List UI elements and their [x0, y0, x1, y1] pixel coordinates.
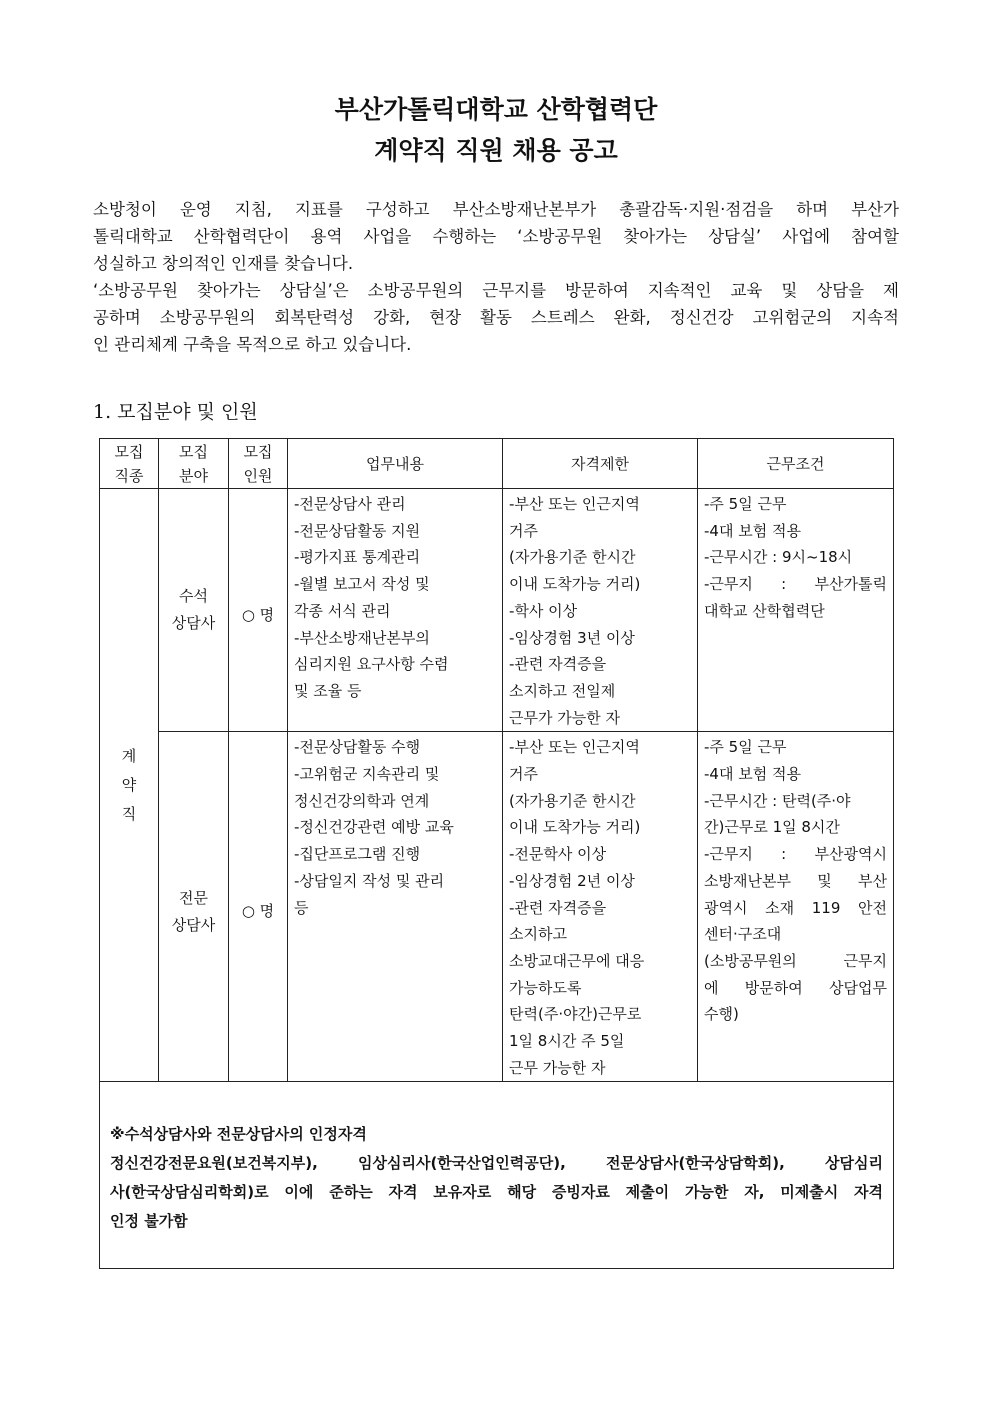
- header-count: 모집 인원: [229, 439, 288, 489]
- duties-cell: -전문상담사 관리 -전문상담활동 지원 -평가지표 통계관리 -월별 보고서 작성 및 각종 서식 관리 -부산소방재난본부의 심리지원 요구사항 수렴 및 조율 등: [288, 489, 503, 732]
- header-duties: 업무내용: [288, 439, 503, 489]
- count-cell: ○ 명: [229, 732, 288, 1082]
- section-heading: 1. 모집분야 및 인원: [93, 401, 258, 423]
- conditions-cell: -주 5일 근무 -4대 보험 적용 -근무시간 : 9시~18시 -근무지 : 부산가톨릭 대학교 산학협력단: [698, 489, 894, 732]
- table-note-row: [100, 1082, 894, 1269]
- intro-line-4: ‘소방공무원 찾아가는 상담실’은 소방공무원의 근무지를 방문하여 지속적인 교육 및 상담을 제: [93, 281, 899, 300]
- duties-cell: -전문상담활동 수행 -고위험군 지속관리 및 정신건강의학과 연계 -정신건강관련 예방 교육 -집단프로그램 진행 -상담일지 작성 및 관리 등: [288, 732, 503, 1082]
- note-title: ※수석상담사와 전문상담사의 인정자격: [110, 1125, 367, 1144]
- header-qualifications: 자격제한: [503, 439, 698, 489]
- conditions-cell: -주 5일 근무 -4대 보험 적용 -근무시간 : 탄력(주·야 간)근무로 1일 8시간 -근무지 : 부산광역시 소방재난본부 및 부산 광역시 소재 119 안전 센터·구조대 (소방공무원의 근무지 에 방문하여 상담업무 수행): [698, 732, 894, 1082]
- table-row: [100, 732, 894, 1082]
- page-title-line2: 계약직 직원 채용 공고: [374, 136, 618, 165]
- intro-line-2: 톨릭대학교 산학협력단이 용역 사업을 수행하는 ‘소방공무원 찾아가는 상담실’ 사업에 참여할: [93, 227, 899, 246]
- qualifications-cell: -부산 또는 인근지역 거주 (자가용기준 한시간 이내 도착가능 거리) -학사 이상 -임상경험 3년 이상 -관련 자격증을 소지하고 전일제 근무가 가능한 자: [503, 489, 698, 732]
- table-row: [100, 489, 894, 732]
- intro-line-5: 공하며 소방공무원의 회복탄력성 강화, 현장 활동 스트레스 완화, 정신건강 고위험군의 지속적: [93, 308, 899, 327]
- recruitment-table: [99, 438, 894, 1269]
- header-conditions: 근무조건: [698, 439, 894, 489]
- note-line: 정신건강전문요원(보건복지부), 임상심리사(한국산업인력공단), 전문상담사(한국상담학회), 상담심리: [110, 1154, 883, 1173]
- job-type-cell: 계 약 직: [100, 489, 159, 1082]
- count-cell: ○ 명: [229, 489, 288, 732]
- field-cell: 전문 상담사: [159, 732, 229, 1082]
- intro-line-6: 인 관리체계 구축을 목적으로 하고 있습니다.: [93, 335, 412, 354]
- intro-line-1: 소방청이 운영 지침, 지표를 구성하고 부산소방재난본부가 총괄감독·지원·점검을 하며 부산가: [93, 200, 899, 219]
- qualifications-cell: -부산 또는 인근지역 거주 (자가용기준 한시간 이내 도착가능 거리) -전문학사 이상 -임상경험 2년 이상 -관련 자격증을 소지하고 소방교대근무에 대응 가능하도록 탄력(주·야간)근무로 1일 8시간 주 5일 근무 가능한 자: [503, 732, 698, 1082]
- intro-line-3: 성실하고 창의적인 인재를 찾습니다.: [93, 254, 354, 273]
- table-header-row: [100, 439, 894, 489]
- note-line: 인정 불가함: [110, 1212, 188, 1231]
- qualification-note-cell: [100, 1082, 894, 1269]
- field-cell: 수석 상담사: [159, 489, 229, 732]
- header-field: 모집 분야: [159, 439, 229, 489]
- page-title-line1: 부산가톨릭대학교 산학협력단: [334, 95, 658, 124]
- note-line: 사(한국상담심리학회)로 이에 준하는 자격 보유자로 해당 증빙자료 제출이 가능한 자, 미제출시 자격: [110, 1183, 883, 1202]
- header-job-type: 모집 직종: [100, 439, 159, 489]
